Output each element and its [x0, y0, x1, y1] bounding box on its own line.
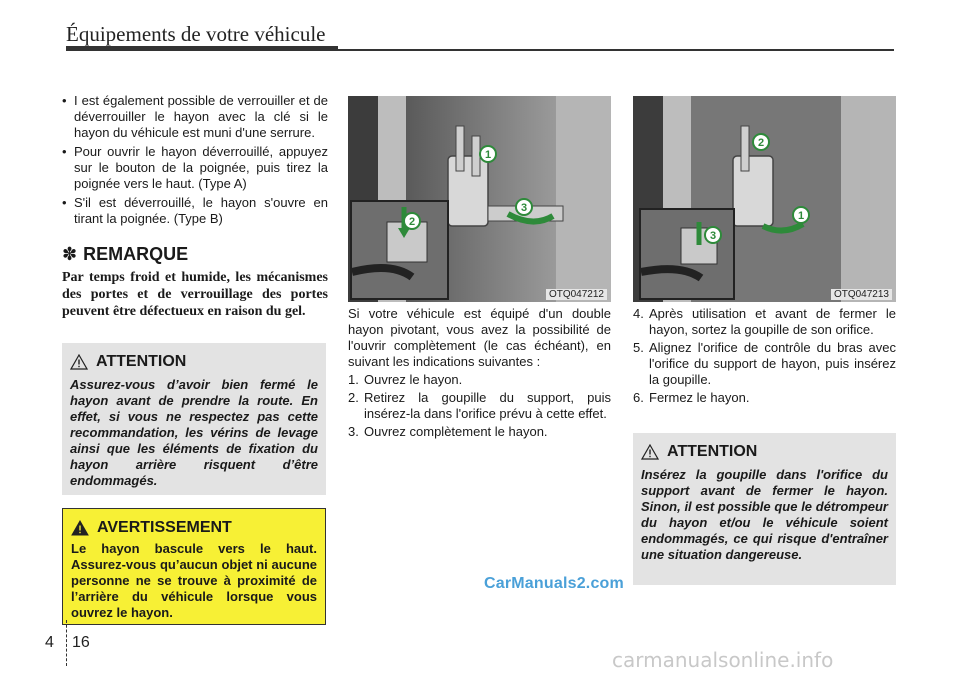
section-number: 4 [45, 634, 54, 651]
bullet-list [62, 93, 328, 227]
attention-title: ATTENTION [667, 443, 758, 460]
callout-1 [480, 146, 496, 162]
step-item: 6. Fermez le hayon. [633, 390, 750, 405]
attention-box [633, 433, 896, 585]
header-rule-thin [338, 49, 894, 51]
warning-title: AVERTISSEMENT [97, 519, 232, 536]
attention-heading [641, 443, 888, 461]
warning-heading [71, 519, 317, 537]
attention-title: ATTENTION [96, 353, 187, 370]
callout-3 [705, 227, 721, 243]
site-watermark: CarManuals2.com [484, 575, 624, 592]
warning-box [62, 508, 326, 625]
step-item: 3. Ouvrez complètement le hayon. [348, 424, 548, 439]
figure-tailgate-hinge-open [348, 96, 611, 302]
page-header-title: Équipements de votre véhicule [66, 22, 326, 46]
figure-caption: OTQ047212 [546, 289, 607, 300]
step-item: 2. Retirez la goupille du support, puis insérez-la dans l'orifice prévu à cette effet. [348, 390, 611, 421]
attention-heading [70, 353, 318, 371]
callout-2 [753, 134, 769, 150]
warning-triangle-icon [70, 354, 88, 370]
warning-text: Le hayon bascule vers le haut. Assurez-vous qu’aucun objet ni aucune personne ne se trouve à proximité de l’arrière du véhicule lorsque vous ouvrez le hayon. [71, 541, 317, 620]
svg-text:2: 2 [757, 137, 765, 149]
attention-box [62, 343, 326, 495]
remark-title: REMARQUE [83, 244, 189, 264]
step-item: 1. Ouvrez le hayon. [348, 372, 463, 387]
steps-list [348, 372, 611, 440]
bullet-item: • I est également possible de verrouiller et de déverrouiller le hayon avec la clé si le hayon du véhicule est muni d'une serrure. [62, 93, 328, 141]
page-number: 16 [72, 634, 90, 651]
warning-triangle-icon [641, 444, 659, 460]
svg-text:2: 2 [408, 216, 416, 228]
footer-watermark: carmanualsonline.info [612, 648, 834, 672]
svg-text:3: 3 [520, 202, 528, 214]
intro-paragraph: Si votre véhicule est équipé d'un double hayon pivotant, vous avez la possibilité de l'ouvrir complètement (le cas échéant), en suivant les indications suivantes : [348, 306, 611, 369]
figure-tailgate-hinge-close [633, 96, 896, 302]
header-rule [66, 46, 338, 51]
remark-heading [62, 243, 328, 265]
remark-mark: ✽ [62, 244, 78, 264]
step-item: 4. Après utilisation et avant de fermer le hayon, sortez la goupille de son orifice. [633, 306, 896, 337]
steps-list [633, 306, 896, 406]
column-right [633, 306, 896, 408]
column-middle [348, 306, 611, 442]
attention-text: Assurez-vous d’avoir bien fermé le hayon avant de prendre la route. En effet, si vous ne respectez pas cette recommandation, les vérins de levage ainsi que les éléments de fixation du hayon arrière risquent d’être endommagés. [70, 377, 318, 488]
remark-text: Par temps froid et humide, les mécanismes des portes et de verrouillage des portes peuvent être défectueux en raison du gel. [62, 270, 328, 319]
column-left [62, 93, 328, 320]
svg-text:1: 1 [797, 210, 805, 222]
callout-3 [516, 199, 532, 215]
warning-triangle-icon [71, 520, 89, 536]
callout-2 [404, 213, 420, 229]
step-item: 5. Alignez l'orifice de contrôle du bras avec l'orifice du support de hayon, puis insérez la goupille. [633, 340, 896, 387]
svg-text:1: 1 [484, 149, 492, 161]
svg-text:3: 3 [709, 230, 717, 242]
bullet-item: • S'il est déverrouillé, le hayon s'ouvre en tirant la poignée. (Type B) [62, 195, 328, 227]
attention-text: Insérez la goupille dans l'orifice du support avant de fermer le hayon. Sinon, il est possible que le détrompeur du hayon et/ou le véhicule soient endommagés, ce qui risque d'entraîner une situation dangereuse. [641, 467, 888, 562]
page-number-separator [66, 620, 67, 666]
figure-caption: OTQ047213 [831, 289, 892, 300]
callout-1 [793, 207, 809, 223]
bullet-item: • Pour ouvrir le hayon déverrouillé, appuyez sur le bouton de la poignée, puis tirez la poignée vers le haut. (Type A) [62, 144, 328, 192]
